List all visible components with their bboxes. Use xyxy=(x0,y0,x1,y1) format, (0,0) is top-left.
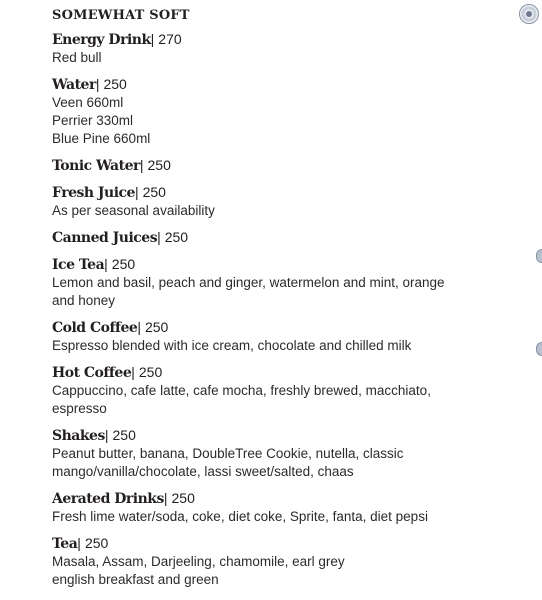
description-line: Espresso blended with ice cream, chocolate and chilled milk xyxy=(52,338,412,353)
price-separator: | xyxy=(104,256,108,272)
menu-item-header xyxy=(52,156,522,175)
menu-item-header xyxy=(52,489,522,508)
description-line: and honey xyxy=(52,293,116,308)
price-separator: | xyxy=(77,535,81,551)
menu-item-header xyxy=(52,228,522,247)
description-line: Blue Pine 660ml xyxy=(52,131,151,146)
menu-item-name: Ice Tea xyxy=(52,257,105,273)
menu-item xyxy=(52,228,522,247)
menu-item xyxy=(52,318,522,355)
menu-item-header xyxy=(52,255,522,274)
menu-item xyxy=(52,75,522,148)
menu-item-name: Fresh Juice xyxy=(52,185,135,201)
menu-item xyxy=(52,363,522,418)
menu-item-price: 250 xyxy=(111,256,136,272)
price-separator: | xyxy=(139,157,144,173)
page-edge-seal-icon xyxy=(536,249,542,263)
menu-item-price: 250 xyxy=(164,229,189,245)
menu-item-name: Hot Coffee xyxy=(52,365,132,381)
menu-item xyxy=(52,534,522,589)
price-separator: | xyxy=(134,184,139,200)
price-separator: | xyxy=(137,319,141,335)
menu-item-description xyxy=(52,274,522,310)
menu-item-header xyxy=(52,318,522,337)
menu-item-name: Energy Drink xyxy=(52,32,151,48)
menu-item-name: Aerated Drinks xyxy=(52,491,164,507)
menu-item xyxy=(52,156,522,175)
menu-item-name: Canned Juices xyxy=(52,230,158,246)
menu-item-description xyxy=(52,553,522,589)
menu-item-price: 250 xyxy=(84,535,109,551)
page-edge-seal-icon xyxy=(536,342,542,356)
section-title: SOMEWHAT SOFT xyxy=(52,8,190,23)
menu-item xyxy=(52,489,522,526)
menu-item-price: 250 xyxy=(112,427,136,443)
description-line: Fresh lime water/soda, coke, diet coke, Sprite, fanta, diet pepsi xyxy=(52,509,428,524)
description-line: Red bull xyxy=(52,50,102,65)
description-line: mango/vanilla/chocolate, lassi sweet/salted, chaas xyxy=(52,464,354,479)
price-separator: | xyxy=(104,427,109,443)
description-line: Masala, Assam, Darjeeling, chamomile, earl grey xyxy=(52,554,345,569)
menu-item-price: 270 xyxy=(158,31,182,47)
menu-item xyxy=(52,426,522,481)
menu-item-description xyxy=(52,94,522,148)
menu-item-description xyxy=(52,337,522,355)
description-line: Veen 660ml xyxy=(52,95,124,110)
description-line: Cappuccino, cafe latte, cafe mocha, freshly brewed, macchiato, xyxy=(52,383,431,398)
menu-item-header xyxy=(52,426,522,445)
menu-item-price: 250 xyxy=(138,364,163,380)
menu-item-header xyxy=(52,534,522,553)
menu-item-header xyxy=(52,183,522,202)
description-line: Peanut butter, banana, DoubleTree Cookie, nutella, classic xyxy=(52,446,404,461)
menu-item-description xyxy=(52,445,522,481)
menu-item-header xyxy=(52,30,522,49)
menu-section xyxy=(52,8,522,597)
menu-item-price: 250 xyxy=(171,490,195,506)
menu-item xyxy=(52,30,522,67)
price-separator: | xyxy=(157,229,161,245)
description-line: english breakfast and green xyxy=(52,572,219,587)
menu-item-name: Tonic Water xyxy=(52,158,140,174)
price-separator: | xyxy=(163,490,168,506)
menu-item-name: Tea xyxy=(52,536,78,552)
menu-item-header xyxy=(52,75,522,94)
description-line: Perrier 330ml xyxy=(52,113,134,128)
menu-item-price: 250 xyxy=(142,184,166,200)
menu-item xyxy=(52,183,522,220)
menu-item-description xyxy=(52,508,522,526)
menu-item-price: 250 xyxy=(144,319,169,335)
menu-item-price: 250 xyxy=(103,76,127,92)
menu-item-name: Shakes xyxy=(52,428,105,444)
menu-item-list xyxy=(52,30,522,589)
menu-item-description xyxy=(52,49,522,67)
menu-item xyxy=(52,255,522,310)
menu-item-description xyxy=(52,202,522,220)
menu-item-price: 250 xyxy=(147,157,171,173)
price-separator: | xyxy=(131,364,135,380)
price-separator: | xyxy=(95,76,100,92)
description-line: espresso xyxy=(52,401,107,416)
price-separator: | xyxy=(150,31,155,47)
description-line: Lemon and basil, peach and ginger, watermelon and mint, orange xyxy=(52,275,445,290)
seal-icon xyxy=(519,4,539,24)
menu-item-name: Water xyxy=(52,77,96,93)
menu-item-description xyxy=(52,382,522,418)
menu-item-name: Cold Coffee xyxy=(52,320,138,336)
description-line: As per seasonal availability xyxy=(52,203,215,218)
menu-item-header xyxy=(52,363,522,382)
